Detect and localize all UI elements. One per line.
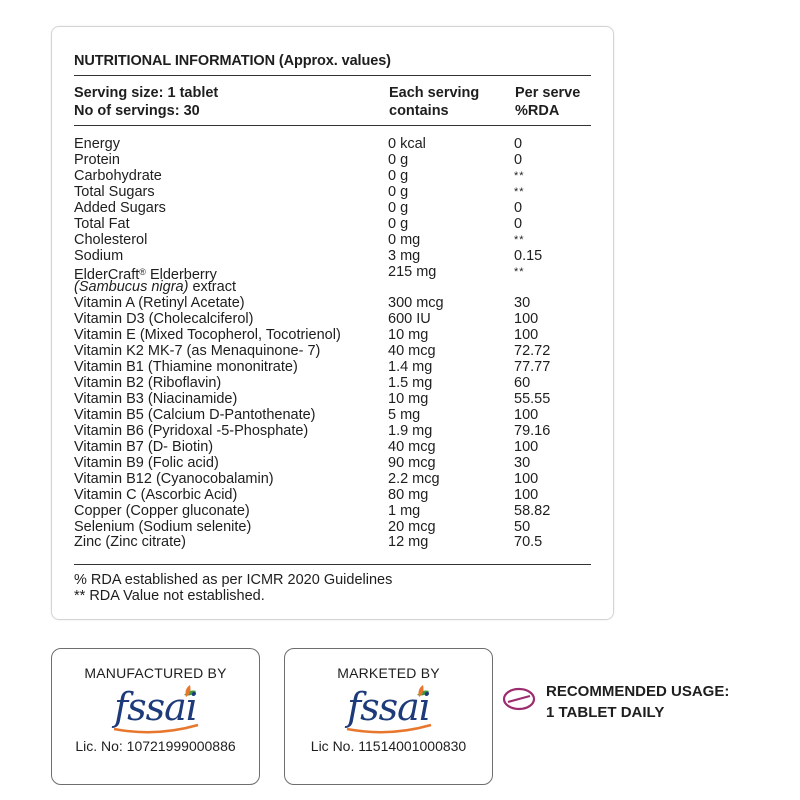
marketer-card [284,648,493,785]
table-bottom-divider [74,564,591,565]
nutrient-rda: 0 [514,215,523,232]
nutrient-name: Vitamin B7 (D- Biotin) [74,438,214,455]
nutrient-amount: 12 mg [388,534,429,551]
usage-heading: RECOMMENDED USAGE: [546,683,730,700]
nutrient-rda: ** [514,265,525,278]
fssai-logo-text: fssai [114,685,197,729]
nutrient-amount: 300 mcg [388,295,444,312]
nutrient-name: Total Sugars [74,183,155,200]
nutrient-rda: 58.82 [514,502,551,519]
nutrient-name: Vitamin B9 (Folic acid) [74,454,219,471]
nutrient-row [74,488,594,504]
nutrient-row [74,535,594,551]
nutrient-rda: ** [514,185,525,198]
nutrient-row [74,520,594,536]
footnote-rda-source: % RDA established as per ICMR 2020 Guidelines [74,572,393,588]
header-rda-line1: Per serve [515,85,581,101]
nutrient-name: Vitamin B1 (Thiamine mononitrate) [74,359,298,376]
nutrient-name: Vitamin C (Ascorbic Acid) [74,486,238,503]
nutrient-amount: 10 mg [388,391,429,407]
nutrient-row [74,440,594,456]
header-rda-line2: %RDA [515,103,560,119]
nutrient-amount: 40 mcg [388,438,436,455]
nutrient-row [74,201,594,217]
title-divider [74,75,591,76]
nutrient-row [74,265,594,281]
header-each-serving [389,84,479,120]
nutrient-rda: 100 [514,311,539,328]
nutrient-amount: 3 mg [388,247,421,264]
nutrient-name: Copper (Copper gluconate) [74,502,250,519]
fssai-logo [339,685,439,735]
nutrient-amount: 0 g [388,199,409,216]
nutrient-amount: 215 mg [388,263,437,280]
tablet-icon [501,686,537,712]
nutrient-name: Vitamin A (Retinyl Acetate) [74,295,245,312]
nutrient-row [74,392,594,408]
nutrient-name: (Sambucus nigra) extract [74,279,236,296]
nutrient-rda: 30 [514,295,531,312]
nutrient-name: Vitamin B6 (Pyridoxal -5-Phosphate) [74,422,309,439]
nutrient-row [74,217,594,233]
nutrient-amount: 0 g [388,151,409,168]
nutrient-amount: 600 IU [388,311,431,328]
nutrient-row [74,408,594,424]
nutrient-row [74,185,594,201]
nutrient-amount: 1 mg [388,502,421,519]
header-divider [74,125,591,126]
nutrient-row [74,328,594,344]
nutrient-name: Vitamin E (Mixed Tocopherol, Tocotrienol) [74,327,341,344]
nutrient-name: Vitamin D3 (Cholecalciferol) [74,311,254,328]
nutrient-rda: 79.16 [514,422,551,439]
nutrient-row [74,504,594,520]
nutrient-row [74,169,594,185]
nutrient-row [74,376,594,392]
nutrient-amount: 0 mg [388,231,421,248]
nutrient-amount: 1.9 mg [388,422,433,439]
nutrient-amount: 5 mg [388,406,421,423]
header-serving-size: Serving size: 1 tablet [74,85,219,101]
nutrient-amount: 0 kcal [388,136,426,152]
nutrient-rda: 0 [514,199,523,216]
nutrient-rda: 55.55 [514,391,551,407]
nutrient-name: Energy [74,136,120,152]
nutrient-amount: 0 g [388,183,409,200]
nutrient-amount: 1.5 mg [388,375,433,392]
nutrient-rda: ** [514,233,525,246]
marketer-license: Lic No. 11514001000830 [310,738,467,754]
fssai-logo [106,685,206,735]
nutrient-rda: 0.15 [514,247,543,264]
nutrient-row [74,233,594,249]
nutrient-rda: 100 [514,327,539,344]
nutrient-rda: 60 [514,375,531,392]
nutrient-row [74,153,594,169]
nutrient-row [74,344,594,360]
nutrient-row [74,424,594,440]
usage-dose: 1 TABLET DAILY [546,704,665,721]
footnotes [74,572,392,604]
fssai-logo-text: fssai [347,685,430,729]
nutrient-rda: 72.72 [514,343,551,360]
nutrient-name: Selenium (Sodium selenite) [74,518,252,535]
nutrient-rda: 50 [514,518,531,535]
nutrient-rda: 0 [514,151,523,168]
manufacturer-label: MANUFACTURED BY [84,665,227,681]
nutrient-name: Zinc (Zinc citrate) [74,534,186,551]
nutrient-rda: 100 [514,438,539,455]
nutrient-name: Vitamin B2 (Riboflavin) [74,375,222,392]
nutrient-name: Vitamin B3 (Niacinamide) [74,391,238,407]
nutrient-amount: 90 mcg [388,454,436,471]
nutrient-amount: 2.2 mcg [388,470,440,487]
nutrient-row [74,472,594,488]
nutrient-name: Total Fat [74,215,130,232]
header-each-serving-line1: Each serving [389,85,480,101]
nutrient-name: Vitamin K2 MK-7 (as Menaquinone- 7) [74,343,321,360]
nutrient-rda: 100 [514,486,539,503]
nutrient-row [74,249,594,265]
nutrition-title: NUTRITIONAL INFORMATION (Approx. values) [74,53,391,69]
nutrient-amount: 80 mg [388,486,429,503]
nutrient-rda: 0 [514,136,523,152]
recommended-usage [546,681,729,723]
header-servings-count: No of servings: 30 [74,103,200,119]
footnote-rda-not-established: ** RDA Value not established. [74,588,265,604]
nutrient-row [74,312,594,328]
nutrient-name: Carbohydrate [74,167,162,184]
nutrient-rda: 77.77 [514,359,551,376]
nutrient-amount: 1.4 mg [388,359,433,376]
nutrient-rda: 100 [514,406,539,423]
manufacturer-license: Lic. No: 10721999000886 [75,738,236,754]
manufacturer-card [51,648,260,785]
nutrient-amount: 20 mcg [388,518,436,535]
nutrient-rda: 100 [514,470,539,487]
nutrient-name: Added Sugars [74,199,166,216]
header-serving [74,84,218,120]
nutrient-rda: 70.5 [514,534,543,551]
nutrition-rows [74,137,594,551]
nutrient-name: Cholesterol [74,231,148,248]
nutrient-name: Vitamin B5 (Calcium D-Pantothenate) [74,406,316,423]
nutrient-name: Protein [74,151,120,168]
nutrient-row [74,137,594,153]
nutrient-amount: 0 g [388,167,409,184]
nutrient-name: ElderCraft® Elderberry [74,266,217,283]
nutrient-rda: 30 [514,454,531,471]
header-each-serving-line2: contains [389,103,449,119]
nutrient-rda: ** [514,169,525,182]
nutrient-row [74,360,594,376]
nutrient-row [74,280,594,296]
header-rda [515,84,580,120]
nutrient-name: Sodium [74,247,124,264]
nutrient-amount: 10 mg [388,327,429,344]
nutrient-row [74,296,594,312]
nutrient-amount: 40 mcg [388,343,436,360]
nutrient-name: Vitamin B12 (Cyanocobalamin) [74,470,274,487]
nutrient-amount: 0 g [388,215,409,232]
nutrient-row [74,456,594,472]
marketer-label: MARKETED BY [337,665,440,681]
